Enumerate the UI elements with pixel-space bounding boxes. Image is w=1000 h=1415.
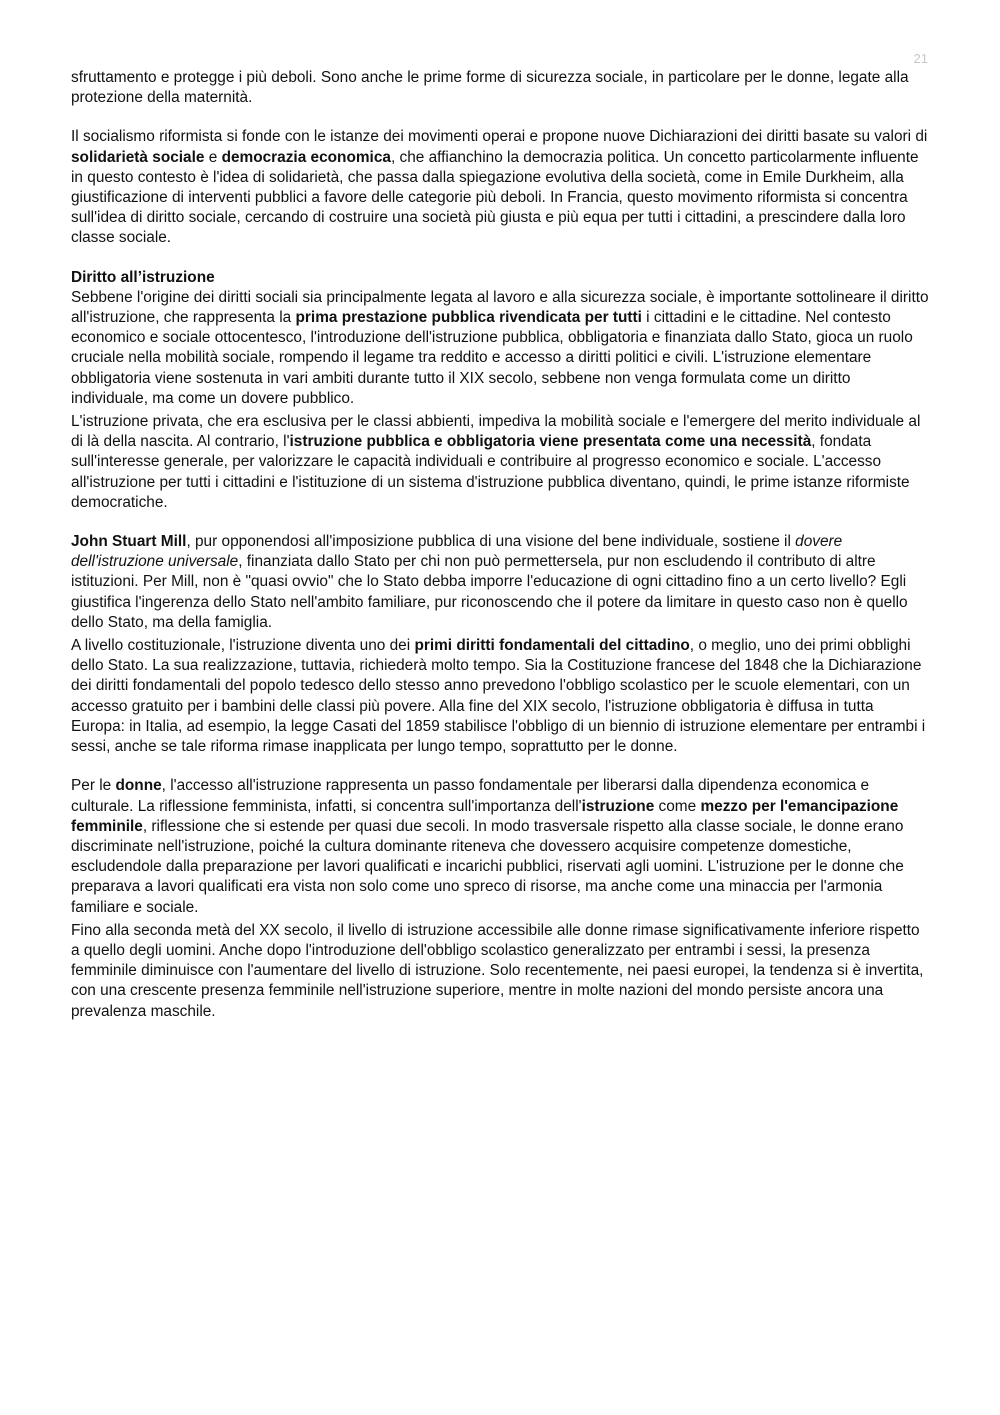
text-run: L'istruzione privata, che era esclusiva per le classi abbienti, impediva la mobilità sociale e l'emergere del merito individuale al di là della nascita. Al contrario, l' bbox=[71, 413, 921, 451]
text-run: e bbox=[204, 148, 222, 166]
text-run: , finanziata dallo Stato per chi non può permettersela, pur non escludendo il contributo di altre istituzioni. Per Mill, non è "quasi ovvio" che lo Stato debba imporre l'educazione di ogni cittadino fino a un certo livello? Egli giustifica l'ingerenza dello Stato nell'ambito familiare, pur riconoscendo che il potere da limitare in questo caso non è quello dello Stato, ma della famiglia. bbox=[71, 553, 908, 631]
bold-text: mezzo per l'emancipazione femminile bbox=[71, 797, 899, 835]
text-run: Fino alla seconda metà del XX secolo, il livello di istruzione accessibile alle donne rimase significativamente inferiore rispetto a quello degli uomini. Anche dopo l'introduzione dell'obbligo scolastico generalizzato per entrambi i sessi, la presenza femminile diminuisce con l'aumentare del livello di istruzione. Solo recentemente, nei paesi europei, la tendenza si è invertita, con una crescente presenza femminile nell'istruzione superiore, mentre in molte nazioni del mondo persiste ancora una prevalenza maschile. bbox=[71, 921, 924, 1020]
text-run: , pur opponendosi all'imposizione pubblica di una visione del bene individuale, sostiene il bbox=[186, 533, 796, 551]
text-run: , riflessione che si estende per quasi due secoli. In modo trasversale rispetto alla classe sociale, le donne erano discriminate nell'istruzione, poiché la cultura dominante riteneva che dovessero acquisire competenze domestiche, escludendole dalla preparazione per lavori qualificati e incarichi pubblici, riservati agli uomini. L'istruzione per le donne che preparava a lavori qualificati era vista non solo come uno spreco di risorse, ma anche come una minaccia per l'armonia familiare e sociale. bbox=[71, 817, 904, 916]
text-run: A livello costituzionale, l'istruzione diventa uno dei bbox=[71, 637, 415, 655]
paragraph-sicurezza-sociale bbox=[71, 68, 929, 108]
text-run: , fondata sull'interesse generale, per valorizzare le capacità individuali e contribuire al progresso economico e sociale. L'accesso all'istruzione per tutti i cittadini e l'istituzione di un sistema d'istruzione pubblica diventano, quindi, le prime istanze riformiste democratiche. bbox=[71, 433, 910, 511]
page-body bbox=[71, 68, 929, 1022]
text-run: , l'accesso all'istruzione rappresenta un passo fondamentale per liberarsi dalla dipendenza economica e culturale. La riflessione femminista, infatti, si concentra sull'importanza dell' bbox=[71, 777, 870, 815]
text-run: come bbox=[654, 797, 701, 815]
text-run: sfruttamento e protegge i più deboli. Sono anche le prime forme di sicurezza sociale, in particolare per le donne, legate alla protezione della maternità. bbox=[71, 69, 909, 107]
paragraph-istruzione-donne bbox=[71, 776, 929, 917]
bold-text: solidarietà sociale bbox=[71, 148, 205, 166]
text-run: i cittadini e le cittadine. Nel contesto economico e sociale ottocentesco, l'introduzione dell'istruzione pubblica, obbligatoria e finanziata dallo Stato, gioca un ruolo cruciale nella mobilità sociale, rompendo il legame tra reddito e accesso a diritti politici e civili. L'istruzione elementare obbligatoria viene sostenuta in vari ambiti durante tutto il XIX secolo, sebbene non venga formulata come un diritto individuale, ma come un dovere pubblico. bbox=[71, 309, 913, 407]
bold-text: donne bbox=[115, 777, 162, 795]
italic-text: dovere dell'istruzione universale bbox=[71, 533, 843, 571]
text-run: Il socialismo riformista si fonde con le istanze dei movimenti operai e propone nuove Dichiarazioni dei diritti basate su valori di bbox=[71, 128, 928, 146]
text-run: Per le bbox=[71, 777, 116, 795]
bold-text: primi diritti fondamentali del cittadino bbox=[414, 637, 690, 655]
bold-text: John Stuart Mill bbox=[71, 533, 187, 551]
paragraph-socialismo-riformista bbox=[71, 127, 929, 248]
text-run: , o meglio, uno dei primi obblighi dello Stato. La sua realizzazione, tuttavia, richiederà molto tempo. Sia la Costituzione francese del 1848 che la Dichiarazione dei diritti fondamentali del popolo tedesco dello stesso anno prevedono l'obbligo scolastico per le scuole elementari, con un accesso gratuito per i bambini delle classi più povere. Alla fine del XIX secolo, l'istruzione obbligatoria è diffusa in tutta Europa: in Italia, ad esempio, la legge Casati del 1859 stabilisce l'obbligo di un biennio di istruzione elementare per entrambi i sessi, anche se tale riforma rimase inapplicata per lungo tempo, soprattutto per le donne. bbox=[71, 637, 926, 756]
paragraph-seconda-meta-xx-secolo bbox=[71, 921, 929, 1022]
bold-text: democrazia economica bbox=[221, 148, 391, 166]
page-number: 21 bbox=[913, 51, 928, 66]
paragraph-diritto-istruzione bbox=[71, 288, 929, 409]
text-run: , che affianchino la democrazia politica. Un concetto particolarmente influente in questo contesto è l'idea di solidarietà, che passa dalla spiegazione evolutiva della società, come in Emile Durkheim, alla giustificazione di interventi pubblici a favore delle categorie più deboli. In Francia, questo movimento riformista si concentra sull'idea di diritto sociale, cercando di costruire una società più giusta e più equa per tutti i cittadini, a prescindere dalla loro classe sociale. bbox=[71, 148, 919, 247]
paragraph-livello-costituzionale bbox=[71, 636, 929, 757]
bold-text: istruzione pubblica e obbligatoria viene presentata come una necessità bbox=[289, 433, 812, 451]
text-run: Sebbene l'origine dei diritti sociali sia principalmente legata al lavoro e alla sicurezza sociale, è importante sottolineare il diritto all'istruzione, che rappresenta la bbox=[71, 288, 929, 327]
bold-text: istruzione bbox=[581, 797, 655, 815]
paragraph-john-stuart-mill bbox=[71, 532, 929, 633]
bold-text: prima prestazione pubblica rivendicata per tutti bbox=[295, 309, 642, 327]
section-heading-diritto-istruzione: Diritto all’istruzione bbox=[71, 268, 215, 286]
paragraph-istruzione-privata bbox=[71, 412, 929, 513]
